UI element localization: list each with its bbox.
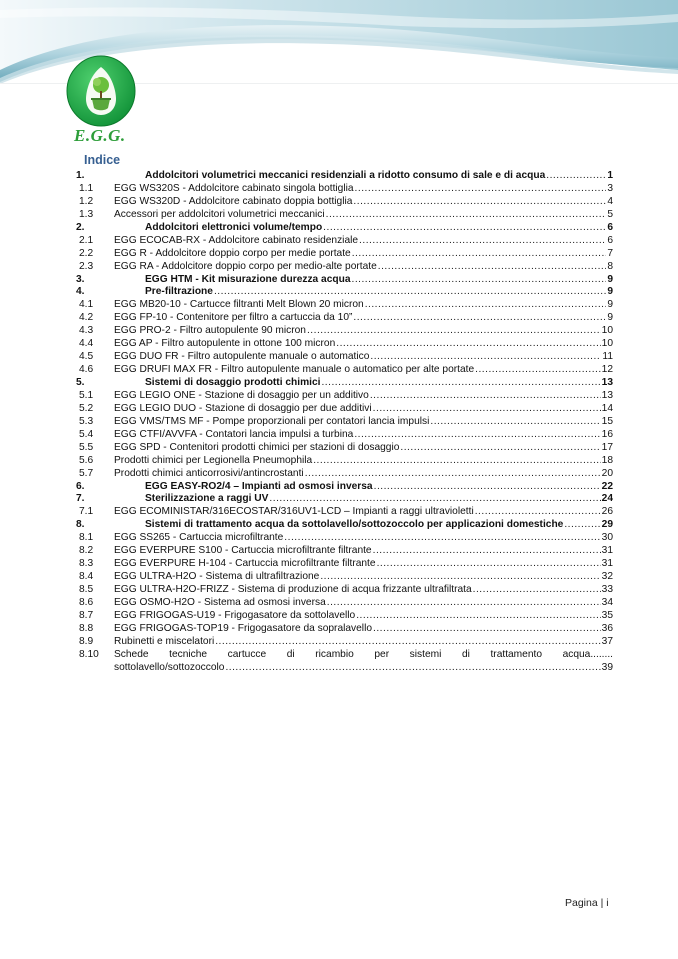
toc-subsection-link[interactable]	[76, 623, 613, 636]
toc-entry-number: 4.4	[79, 338, 94, 350]
toc-entry-title: EGG WS320S - Addolcitore cabinato singola bottiglia	[114, 182, 354, 194]
toc-entry-title: Addolcitori volumetrici meccanici residenziali a ridotto consumo di sale e di acqua	[145, 170, 546, 181]
toc-entry-title: EGG EVERPURE H-104 - Cartuccia microfiltrante filtrante	[114, 558, 376, 570]
dot-leader	[353, 196, 606, 209]
toc-entry-title: Accessori per addolcitori volumetrici meccanici	[114, 208, 325, 220]
toc-entry-number: 4.5	[79, 351, 94, 363]
toc-entry-title-line2: sottolavello/sottozoccolo	[114, 661, 225, 673]
egg-logo-icon	[65, 55, 137, 127]
toc-entry-number: 6.	[76, 480, 85, 492]
toc-entry-page: 14	[601, 402, 613, 414]
toc-entry-page: 31	[601, 545, 613, 557]
toc-entry-page: 13	[601, 377, 613, 388]
toc-entry-page: 4	[607, 195, 613, 207]
toc-entry-number: 8.8	[79, 622, 94, 634]
toc-entry-title: EGG DUO FR - Filtro autopulente manuale o automatico	[114, 351, 370, 363]
dot-leader	[353, 312, 606, 325]
dot-leader	[373, 545, 601, 558]
toc-entry-title: EGG WS320D - Addolcitore cabinato doppia bottiglia	[114, 195, 353, 207]
toc-entry-page: 31	[601, 558, 613, 570]
toc-section-link[interactable]	[76, 481, 613, 494]
dot-leader	[327, 597, 601, 610]
toc-entry-number: 7.1	[79, 506, 94, 518]
toc-entry-title: EGG CTFI/AVVFA - Contatori lancia impulsi a turbina	[114, 428, 354, 440]
toc-entry-number: 7.	[76, 493, 85, 505]
toc-entry-page: 35	[601, 609, 613, 621]
toc-entry-page: 11	[602, 351, 613, 363]
dot-leader	[374, 481, 601, 494]
toc-subsection-link[interactable]	[76, 183, 613, 196]
toc-entry-page: 16	[601, 428, 613, 440]
toc-section-link[interactable]	[76, 274, 613, 287]
dot-leader	[377, 558, 601, 571]
dot-leader	[370, 351, 601, 364]
toc-subsection-link[interactable]	[76, 403, 613, 416]
toc-subsection-link[interactable]	[76, 532, 613, 545]
toc-entry-number: 4.2	[79, 312, 94, 324]
toc-entry-title: EGG PRO-2 - Filtro autopulente 90 micron	[114, 325, 306, 337]
toc-title: Indice	[84, 153, 121, 167]
toc-entry-page: 34	[601, 596, 613, 608]
toc-entry-page: 8	[607, 260, 613, 272]
toc-entry-title: EGG FRIGOGAS-TOP19 - Frigogasatore da sopralavello	[114, 622, 372, 634]
dot-leader	[473, 584, 601, 597]
toc-subsection-link[interactable]	[76, 636, 613, 649]
toc-entry-number: 3.	[76, 273, 85, 285]
dot-leader	[352, 248, 607, 261]
toc-entry-title: EGG FRIGOGAS-U19 - Frigogasatore da sottolavello	[114, 609, 356, 621]
toc-subsection-link[interactable]	[76, 429, 613, 442]
toc-entry-title: EGG AP - Filtro autopulente in ottone 100 micron	[114, 338, 336, 350]
dot-leader	[475, 506, 601, 519]
toc-entry-title: EGG ULTRA-H2O-FRIZZ - Sistema di produzione di acqua frizzante ultrafiltrata	[114, 584, 472, 595]
toc-entry-page: 10	[601, 325, 613, 337]
dot-leader	[225, 662, 600, 675]
toc-subsection-link[interactable]	[76, 545, 613, 558]
toc-entry-number: 4.	[76, 286, 85, 298]
toc-entry-number: 8.10	[79, 648, 99, 660]
toc-subsection-link[interactable]	[76, 390, 613, 403]
dot-leader	[475, 364, 601, 377]
toc-entry-page: 37	[601, 635, 613, 647]
toc-entry-page: 10	[601, 338, 613, 350]
table-of-contents	[76, 170, 613, 675]
toc-subsection-link[interactable]	[76, 235, 613, 248]
toc-section-link[interactable]	[76, 377, 613, 390]
toc-entry-title: Sistemi di trattamento acqua da sottolavello/sottozoccolo per applicazioni domestiche	[145, 519, 564, 531]
toc-entry-number: 5.	[76, 377, 85, 388]
toc-entry-page: 17	[601, 441, 613, 453]
toc-section-link[interactable]	[76, 493, 613, 506]
toc-entry-page: 1	[607, 170, 613, 181]
toc-subsection-link[interactable]	[76, 299, 613, 312]
toc-entry-page: 26	[601, 506, 613, 518]
toc-entry-title: EGG MB20-10 - Cartucce filtranti Melt Blown 20 micron	[114, 299, 364, 311]
toc-subsection-link[interactable]	[76, 261, 613, 274]
dot-leader	[326, 209, 607, 222]
toc-entry-number: 5.6	[79, 454, 94, 466]
toc-entry-title: Sistemi di dosaggio prodotti chimici	[145, 377, 321, 388]
toc-entry-page: 9	[607, 286, 613, 298]
dot-leader	[370, 390, 601, 403]
toc-entry-title: Addolcitori elettronici volume/tempo	[145, 221, 323, 233]
dot-leader	[215, 636, 600, 649]
toc-entry-title: EGG LEGIO DUO - Stazione di dosaggio per due additivi	[114, 402, 372, 414]
toc-entry-page: 9	[607, 299, 613, 311]
toc-entry-number: 5.5	[79, 441, 94, 453]
toc-section-link[interactable]	[76, 286, 613, 299]
toc-entry-page: 5	[607, 208, 613, 220]
dot-leader	[355, 183, 607, 196]
toc-entry-word: ricambio	[315, 648, 354, 660]
toc-subsection-link[interactable]	[76, 442, 613, 455]
toc-entry-title: EGG SPD - Contenitori prodotti chimici per stazioni di dosaggio	[114, 441, 400, 453]
toc-entry-number: 5.4	[79, 428, 94, 440]
toc-entry-title: EGG DRUFI MAX FR - Filtro autopulente manuale o automatico per alte portate	[114, 364, 475, 376]
toc-subsection-link[interactable]	[76, 209, 613, 222]
toc-entry-title: Prodotti chimici per Legionella Pneumophila	[114, 454, 313, 466]
toc-subsection-link[interactable]	[76, 597, 613, 610]
dot-leader	[307, 325, 601, 338]
toc-section-link[interactable]	[76, 170, 613, 183]
toc-entry-word: tecniche	[169, 648, 208, 660]
toc-subsection-link[interactable]	[76, 325, 613, 338]
toc-entry-page: 18	[601, 454, 613, 466]
toc-entry-number: 8.	[76, 519, 85, 531]
toc-entry-number: 5.7	[79, 467, 94, 479]
toc-entry-number: 8.9	[79, 635, 94, 647]
dot-leader	[400, 442, 600, 455]
toc-entry-title: EGG R - Addolcitore doppio corpo per medie portate	[114, 247, 351, 259]
toc-entry-number: 8.1	[79, 532, 94, 544]
toc-entry-number: 5.3	[79, 415, 94, 427]
toc-subsection-link[interactable]	[76, 455, 613, 468]
toc-entry-title: EGG ECOMINISTAR/316ECOSTAR/316UV1-LCD – Impianti a raggi ultravioletti	[114, 506, 474, 518]
toc-entry-number: 8.6	[79, 596, 94, 608]
toc-entry-word: Schede	[114, 648, 149, 660]
dot-leader	[378, 261, 607, 274]
dot-leader	[359, 235, 606, 248]
toc-section-link[interactable]	[76, 519, 613, 532]
toc-entry-word: di	[461, 648, 470, 660]
toc-entry-number: 4.3	[79, 325, 94, 337]
dot-leader	[365, 299, 607, 312]
toc-subsection-link[interactable]	[76, 558, 613, 571]
toc-entry-title: EGG OSMO-H2O - Sistema ad osmosi inversa	[114, 596, 326, 608]
toc-entry-title: Prodotti chimici anticorrosivi/antincrostanti	[114, 467, 304, 479]
toc-entry-number: 8.5	[79, 584, 94, 595]
dot-leader	[351, 274, 606, 287]
toc-entry-title: EGG LEGIO ONE - Stazione di dosaggio per un additivo	[114, 389, 369, 401]
dot-leader	[269, 493, 600, 506]
toc-entry-page: 15	[601, 415, 613, 427]
toc-entry-page: 39	[601, 661, 613, 673]
toc-entry-number: 2.3	[79, 260, 94, 272]
toc-entry-number: 4.1	[79, 299, 94, 311]
toc-entry-title: EGG FP-10 - Contenitore per filtro a cartuccia da 10”	[114, 312, 353, 324]
dot-leader	[320, 571, 600, 584]
toc-entry-word: per	[374, 648, 390, 660]
toc-subsection-link-continued[interactable]	[76, 662, 613, 675]
toc-subsection-link[interactable]	[76, 571, 613, 584]
toc-entry-number: 5.2	[79, 402, 94, 414]
toc-subsection-link[interactable]	[76, 584, 613, 597]
toc-entry-word: trattamento	[490, 648, 542, 660]
toc-entry-page: 6	[607, 234, 613, 246]
toc-entry-number: 1.3	[79, 208, 94, 220]
toc-entry-word: di	[286, 648, 295, 660]
toc-entry-number: 1.1	[79, 182, 94, 194]
toc-subsection-link[interactable]	[76, 506, 613, 519]
toc-entry-title: EGG SS265 - Cartuccia microfiltrante	[114, 532, 284, 544]
dot-leader	[373, 403, 601, 416]
toc-entry-title: EGG EVERPURE S100 - Cartuccia microfiltrante filtrante	[114, 545, 372, 557]
toc-entry-number: 8.4	[79, 571, 94, 583]
toc-entry-title: Sterilizzazione a raggi UV	[145, 493, 269, 505]
dot-leader	[373, 623, 601, 636]
toc-entry-page: 20	[601, 467, 613, 479]
dot-leader	[564, 519, 600, 532]
dot-leader	[354, 429, 600, 442]
toc-entry-number: 8.7	[79, 609, 94, 621]
dot-leader	[305, 468, 601, 481]
toc-subsection-link[interactable]	[76, 649, 613, 662]
toc-entry-page: 30	[601, 532, 613, 544]
page-number-footer: Pagina | i	[565, 897, 609, 909]
toc-entry-page: 13	[601, 389, 613, 401]
dot-leader	[356, 610, 600, 623]
toc-entry-page: 32	[601, 571, 613, 583]
toc-entry-title: EGG EASY-RO2/4 – Impianti ad osmosi inversa	[145, 480, 373, 492]
toc-entry-page: 9	[607, 273, 613, 285]
toc-entry-title: Pre-filtrazione	[145, 286, 213, 298]
toc-entry-page: 24	[601, 493, 613, 505]
toc-entry-page: 7	[607, 247, 613, 259]
toc-entry-page: 29	[601, 519, 613, 531]
toc-entry-number: 1.2	[79, 195, 94, 207]
toc-entry-title: Rubinetti e miscelatori	[114, 635, 215, 647]
toc-entry-title: EGG ULTRA-H2O - Sistema di ultrafiltrazione	[114, 571, 320, 583]
toc-subsection-link[interactable]	[76, 248, 613, 261]
toc-entry-title-line1	[114, 649, 613, 662]
toc-subsection-link[interactable]	[76, 351, 613, 364]
toc-subsection-link[interactable]	[76, 338, 613, 351]
toc-subsection-link[interactable]	[76, 312, 613, 325]
toc-entry-page: 12	[601, 364, 613, 376]
toc-entry-number: 2.	[76, 221, 85, 233]
toc-entry-page: 36	[601, 622, 613, 634]
toc-entry-page: 33	[601, 584, 613, 595]
toc-entry-number: 4.6	[79, 364, 94, 376]
toc-entry-number: 5.1	[79, 389, 94, 401]
dot-leader	[336, 338, 600, 351]
toc-entry-page: 3	[607, 182, 613, 194]
toc-entry-page: 6	[607, 221, 613, 233]
toc-entry-number: 8.3	[79, 558, 94, 570]
toc-entry-title: EGG HTM - Kit misurazione durezza acqua	[145, 273, 351, 285]
dot-leader	[284, 532, 600, 545]
toc-subsection-link[interactable]	[76, 468, 613, 481]
toc-entry-number: 2.1	[79, 234, 94, 246]
toc-entry-title: EGG VMS/TMS MF - Pompe proporzionali per contatori lancia impulsi	[114, 415, 430, 427]
toc-entry-number: 1.	[76, 170, 85, 181]
toc-entry-title: EGG RA - Addolcitore doppio corpo per medio-alte portate	[114, 260, 377, 272]
dot-leader	[214, 286, 606, 299]
toc-section-link[interactable]	[76, 222, 613, 235]
toc-entry-word: acqua........	[562, 648, 613, 660]
toc-entry-number: 8.2	[79, 545, 94, 557]
dot-leader	[546, 170, 606, 183]
dot-leader	[321, 377, 600, 390]
toc-entry-number: 2.2	[79, 247, 94, 259]
toc-entry-title: EGG ECOCAB-RX - Addolcitore cabinato residenziale	[114, 234, 359, 246]
toc-subsection-link[interactable]	[76, 364, 613, 377]
dot-leader	[323, 222, 606, 235]
toc-subsection-link[interactable]	[76, 416, 613, 429]
dot-leader	[430, 416, 600, 429]
toc-subsection-link[interactable]	[76, 610, 613, 623]
toc-entry-page: 9	[607, 312, 613, 324]
toc-entry-word: cartucce	[227, 648, 267, 660]
toc-entry-word: sistemi	[409, 648, 442, 660]
logo-text: E.G.G.	[74, 126, 126, 145]
toc-subsection-link[interactable]	[76, 196, 613, 209]
dot-leader	[313, 455, 600, 468]
toc-entry-page: 22	[601, 480, 613, 492]
